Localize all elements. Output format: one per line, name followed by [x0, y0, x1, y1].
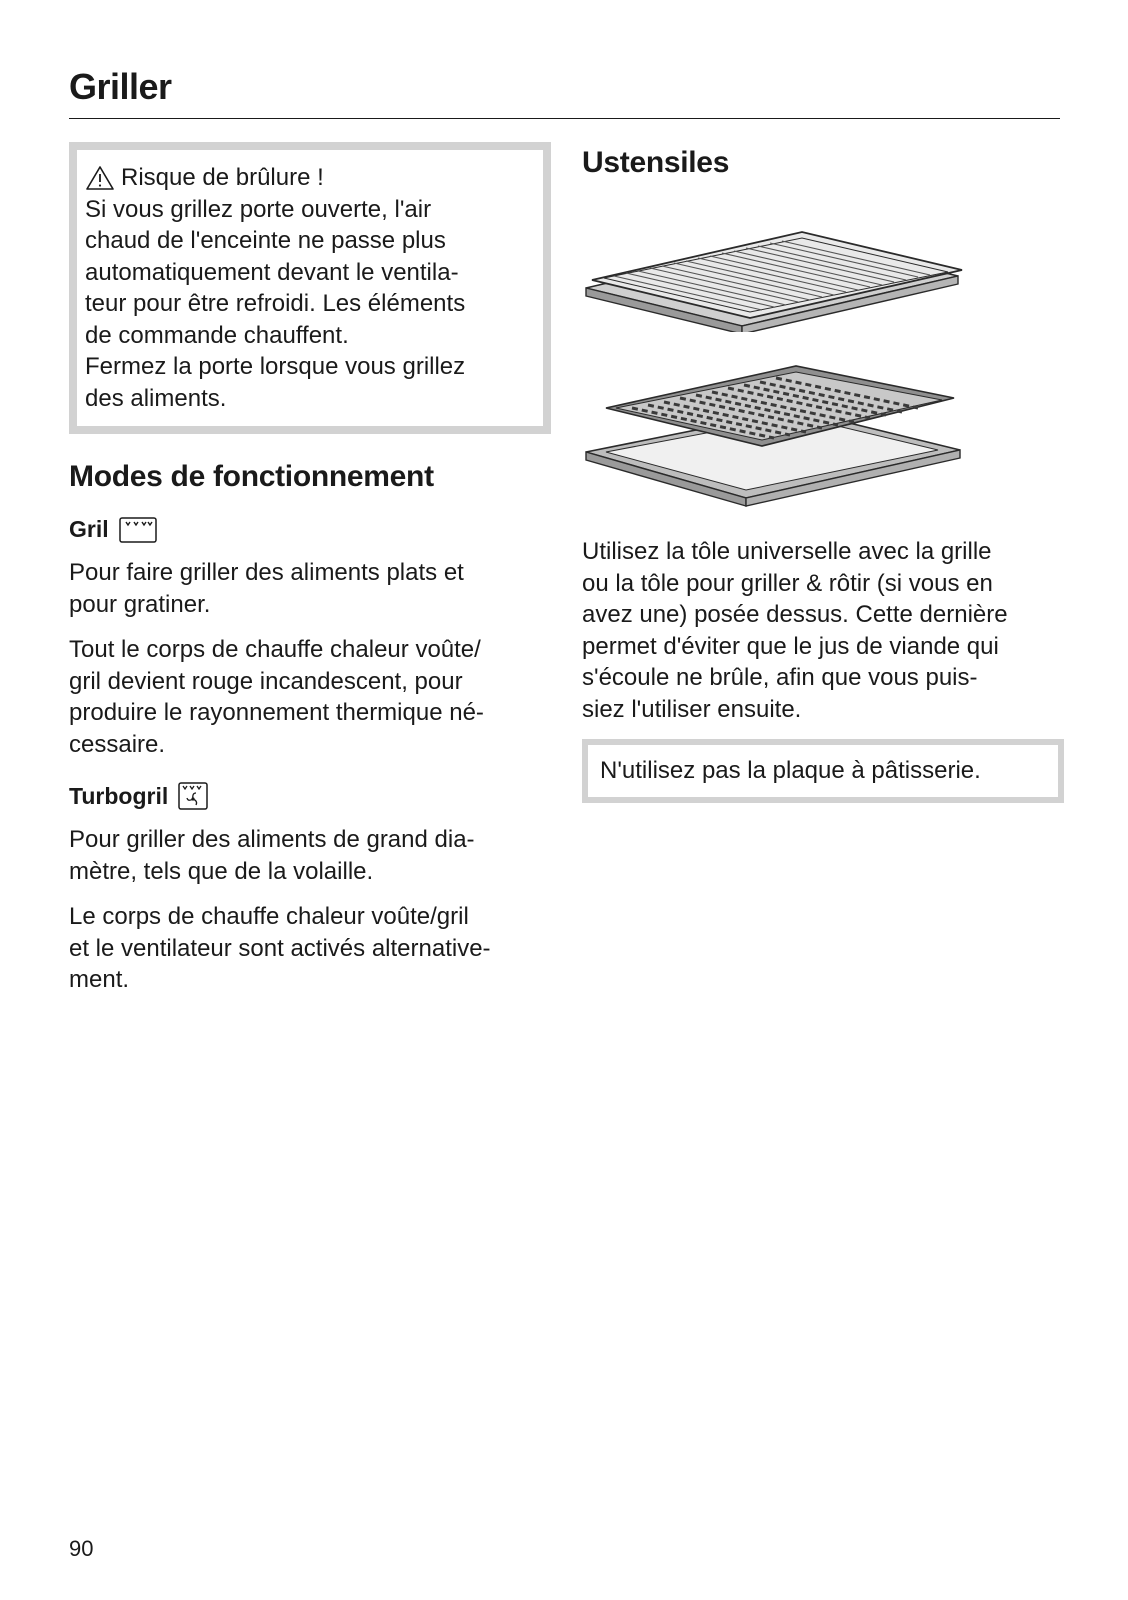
- turbogril-text: Pour griller des aliments de grand dia-: [69, 826, 475, 853]
- turbogril-text: mètre, tels que de la volaille.: [69, 857, 374, 885]
- gril-text: pour gratiner.: [69, 590, 211, 618]
- title-divider: [69, 118, 1060, 119]
- turbogril-label: Turbogril: [69, 782, 169, 809]
- warning-line: de commande chauffent.: [85, 321, 349, 349]
- turbogril-text: Le corps de chauffe chaleur voûte/gril: [69, 903, 469, 930]
- turbogril-text: ment.: [69, 966, 130, 993]
- warning-line: automatiquement devant le ventila-: [85, 258, 459, 286]
- warning-line: chaud de l'enceinte ne passe plus: [85, 227, 446, 254]
- warning-box: [69, 142, 551, 434]
- gril-label: Gril: [69, 516, 109, 542]
- warning-line: teur pour être refroidi. Les éléments: [85, 290, 466, 317]
- grill-icon: [119, 517, 157, 543]
- right-column: [582, 142, 1062, 803]
- utensils-text: siez l'utiliser ensuite.: [582, 695, 802, 723]
- gril-text: Tout le corps de chauffe chaleur voûte/: [69, 636, 481, 663]
- utensils-text: s'écoule ne brûle, afin que vous puis-: [582, 664, 978, 691]
- warning-line: Si vous grillez porte ouverte, l'air: [85, 195, 432, 223]
- turbogril-heading: [69, 782, 549, 810]
- modes-heading: Modes de fonctionnement: [69, 460, 434, 493]
- gril-heading: [69, 516, 549, 543]
- page-number: 90: [69, 1536, 94, 1561]
- gril-text: gril devient rouge incandescent, pour: [69, 667, 463, 695]
- left-column: [69, 142, 549, 996]
- utensils-text: Utilisez la tôle universelle avec la grille: [582, 538, 992, 565]
- turbogril-text: et le ventilateur sont activés alternative-: [69, 934, 491, 962]
- fan-grill-icon: [178, 782, 208, 810]
- tray-with-grill-pan-illustration: [582, 352, 982, 512]
- warning-triangle-icon: [85, 165, 115, 191]
- note-text: N'utilisez pas la plaque à pâtisserie.: [600, 757, 981, 784]
- gril-text: cessaire.: [69, 730, 166, 758]
- page-title: Griller: [69, 66, 172, 107]
- tray-with-rack-illustration: [582, 192, 982, 332]
- warning-line: des aliments.: [85, 384, 227, 412]
- utensils-heading: Ustensiles: [582, 146, 730, 179]
- gril-text: produire le rayonnement thermique né-: [69, 699, 484, 726]
- utensils-text: ou la tôle pour griller & rôtir (si vous en: [582, 569, 993, 597]
- utensils-text: avez une) posée dessus. Cette dernière: [582, 601, 1008, 628]
- utensils-text: permet d'éviter que le jus de viande qui: [582, 632, 999, 660]
- warning-line: Fermez la porte lorsque vous grillez: [85, 353, 466, 380]
- note-box: [582, 739, 1064, 803]
- gril-text: Pour faire griller des aliments plats et: [69, 559, 464, 586]
- warning-heading: Risque de brûlure !: [121, 164, 324, 191]
